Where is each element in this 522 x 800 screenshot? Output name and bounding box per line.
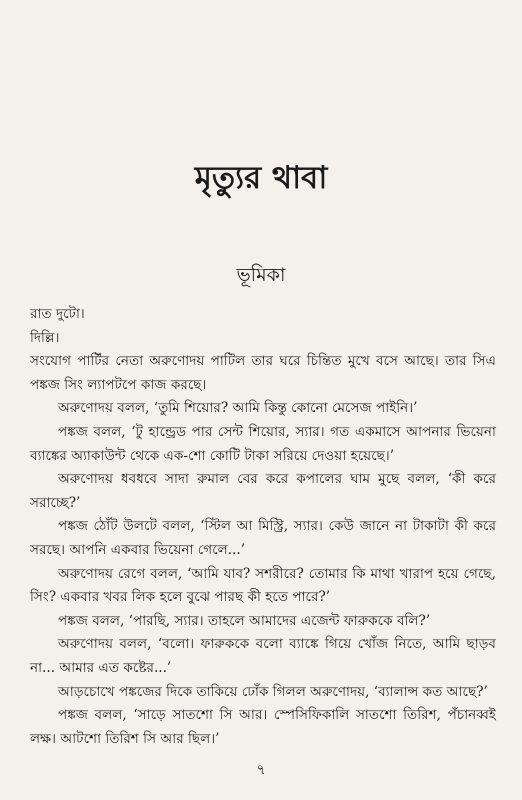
paragraph: অরুণোদয় বলল, ‘তুমি শিয়োর? আমি কিন্তু কোনো মেসেজ পাইনি।’ [58,400,418,417]
section-heading: ভূমিকা [236,264,286,286]
paragraph: পঙ্কজ বলল, ‘টু হান্ড্রেড পার সেন্ট শিয়োর, স্যার। গত একমাসে আপনার ভিয়েনা ব্যাঙ্কের অ্যাকাউন্ট থেকে এক-শো কোটি টাকা সরিয়ে দেওয়া হয়েছে।’ [30,423,496,464]
paragraph: অরুণোদয় রেগে বলল, ‘আমি যাব? সশরীরে? তোমার কি মাথা খারাপ হয়ে গেছে, সিং? একবার খবর লিক হলে বুঝে পারছ কী হতে পারে?’ [30,565,496,606]
chapter-title: মৃত্যুর থাবা [194,160,328,196]
paragraph: অরুণোদয় বলল, ‘বলো। ফারুককে বলো ব্যাঙ্কে গিয়ে খোঁজ নিতে, আমি ছাড়ব না... আমার এত কষ্টের...’ [30,636,496,676]
paragraph: পঙ্কজ বলল, ‘পারছি, স্যার। তাহলে আমাদের এজেন্ট ফারুককে বলি?’ [58,612,431,629]
paragraph: অরুণোদয় ধবধবে সাদা রুমাল বের করে কপালের ঘাম মুছে বলল, ‘কী করে সরাচ্ছে?’ [30,471,496,511]
paragraph: পঙ্কজ ঠোঁট উলটে বলল, ‘স্টিল আ মিস্ট্রি, স্যার। কেউ জানে না টাকাটা কী করে সরছে। আপনি একবার ভিয়েনা গেলে...’ [30,518,496,558]
paragraph: আড়চোখে পঙ্কজের দিকে তাকিয়ে ঢোঁক গিলল অরুণোদয়, ‘ব্যালান্স কত আছে?’ [58,683,488,700]
body-text [30,303,496,751]
paragraph: দিল্লি। [30,329,60,346]
paragraph: সংযোগ পার্টির নেতা অরুণোদয় পাটিল তার ঘরে চিন্তিত মুখে বসে আছে। তার সিএ পঙ্কজ সিং ল্যাপটপে কাজ করছে। [30,353,496,393]
paragraph: পঙ্কজ বলল, ‘সাড়ে সাতশো সি আর। স্পেসিফিকালি সাতশো তিরিশ, পঁচানব্বই লক্ষ। আটশো তিরিশ সি আর ছিল।’ [30,707,496,747]
page-number: ৭ [256,762,266,778]
paragraph: রাত দুটো। [30,306,85,322]
